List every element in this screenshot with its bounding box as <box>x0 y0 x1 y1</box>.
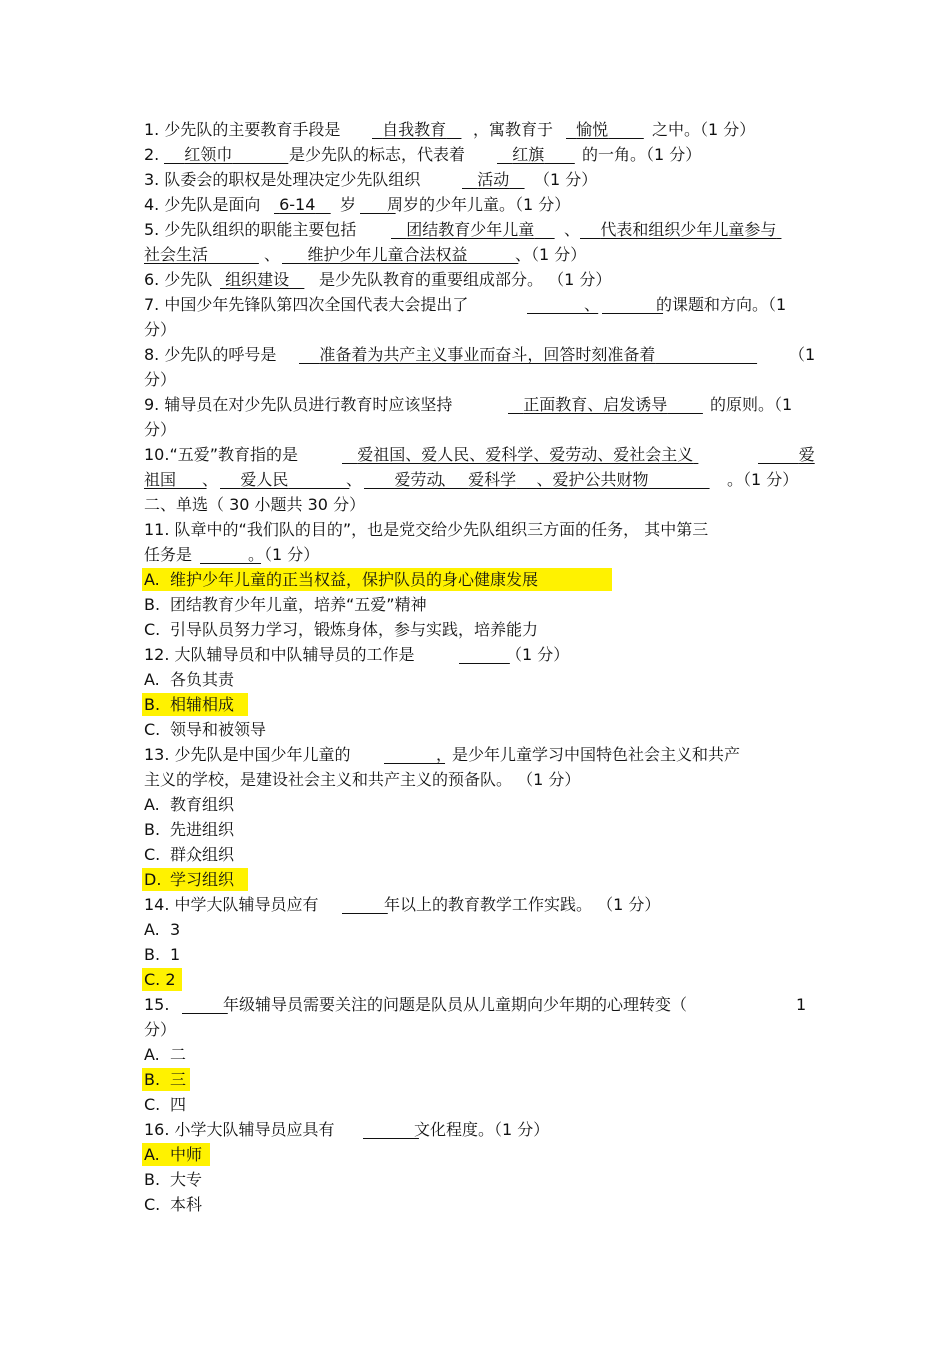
question-6: 6. 少先队 组织建设 是少先队教育的重要组成部分。 （1 分） <box>144 267 810 292</box>
answer-blank: 准备着为共产主义事业而奋斗，回答时刻准备着 <box>319 345 656 364</box>
question-10-cont: 祖国 、 爱人民 、 爱劳动 、 爱科学 、爱护公共财物 。（1 分） <box>144 467 810 492</box>
answer-blank: 团结教育少年儿童 <box>406 220 535 239</box>
option-a[interactable]: A. 二 <box>144 1045 187 1064</box>
question-12: 12. 大队辅导员和中队辅导员的工作是 （1 分） <box>144 642 810 667</box>
option-c[interactable]: C. 引导队员努力学习，锻炼身体，参与实践，培养能力 <box>144 620 539 639</box>
option-b[interactable]: B. 大专 <box>144 1170 203 1189</box>
question-13-cont: 主义的学校，是建设社会主义和共产主义的预备队。 （1 分） <box>144 770 581 789</box>
answer-blank <box>459 642 510 667</box>
answer-blank: 愉悦 <box>576 120 609 139</box>
answer-blank <box>342 892 388 917</box>
option-a[interactable]: A. 教育组织 <box>144 795 235 814</box>
option-c[interactable]: C. 领导和被领导 <box>144 720 267 739</box>
option-a[interactable]: A. 维护少年儿童的正当权益，保护队员的身心健康发展 <box>144 567 810 592</box>
answer-blank: 红领巾 <box>184 145 233 164</box>
question-5-cont: 社会生活 、 维护少年儿童合法权益 、（1 分） <box>144 242 810 267</box>
answer-blank: 爱人民 <box>240 470 289 489</box>
question-10: 10.“五爱”教育指的是 爱祖国、爱人民、爱科学、爱劳动、爱社会主义 爱 <box>144 442 810 467</box>
answer-blank <box>182 992 228 1017</box>
answer-blank <box>363 1117 419 1142</box>
question-7: 7. 中国少年先锋队第四次全国代表大会提出了 、 的课题和方向。（1 <box>144 292 810 317</box>
question-15-cont: 分） <box>144 1020 177 1039</box>
option-c[interactable]: C. 本科 <box>144 1195 203 1214</box>
answer-blank: 祖国 <box>144 470 177 489</box>
question-3: 3. 队委会的职权是处理决定少先队组织 活动 （1 分） <box>144 167 810 192</box>
section-heading: 二、单选（ 30 小题共 30 分） <box>144 495 366 514</box>
question-5: 5. 少先队组织的职能主要包括 团结教育少年儿童 、 代表和组织少年儿童参与 <box>144 217 810 242</box>
question-11: 11. 队章中的“我们队的目的”，也是党交给少先队组织三方面的任务， 其中第三 <box>144 520 709 539</box>
exam-document <box>144 117 816 1217</box>
question-15: 15. 年级辅导员需要关注的问题是队员从儿童期向少年期的心理转变（ 1 <box>144 992 810 1017</box>
question-8-cont: 分） <box>144 370 177 389</box>
question-9-cont: 分） <box>144 420 177 439</box>
question-11-cont: 任务是 。（1 分） <box>144 542 810 567</box>
answer-blank: 维护少年儿童合法权益 <box>307 245 468 264</box>
answer-blank: 活动 <box>477 170 510 189</box>
option-c[interactable]: C. 群众组织 <box>144 845 235 864</box>
question-8: 8. 少先队的呼号是 准备着为共产主义事业而奋斗，回答时刻准备着 （1 <box>144 342 810 367</box>
answer-blank: 6-14 <box>279 195 316 214</box>
option-b[interactable]: B. 相辅相成 <box>144 692 810 717</box>
option-a[interactable]: A. 3 <box>144 920 181 939</box>
answer-blank: 爱 <box>798 445 815 464</box>
answer-blank: 自我教育 <box>382 120 447 139</box>
question-7-cont: 分） <box>144 320 177 339</box>
question-4: 4. 少先队是面向 6-14 岁 周岁的少年儿童。（1 分） <box>144 192 810 217</box>
option-c[interactable]: C. 四 <box>144 1095 187 1114</box>
question-1: 1. 少先队的主要教育手段是 自我教育 ，寓教育于 愉悦 之中。（1 分） <box>144 117 810 142</box>
option-c[interactable]: C. 2 <box>144 967 810 992</box>
option-b[interactable]: B. 团结教育少年儿童，培养“五爱”精神 <box>144 595 427 614</box>
answer-blank: 爱科学 、爱护公共财物 <box>468 470 649 489</box>
option-b[interactable]: B. 先进组织 <box>144 820 235 839</box>
answer-blank: 组织建设 <box>225 270 290 289</box>
option-a[interactable]: A. 中师 <box>144 1142 810 1167</box>
question-14: 14. 中学大队辅导员应有 年以上的教育教学工作实践。 （1 分） <box>144 892 810 917</box>
answer-blank: 代表和组织少年儿童参与 <box>600 220 777 239</box>
option-d[interactable]: D. 学习组织 <box>144 867 810 892</box>
answer-blank: 红旗 <box>512 145 545 164</box>
answer-blank: 爱祖国、爱人民、爱科学、爱劳动、爱社会主义 <box>357 445 694 464</box>
option-b[interactable]: B. 1 <box>144 945 181 964</box>
question-2: 2. 红领巾 是少先队的标志，代表着 红旗 的一角。（1 分） <box>144 142 810 167</box>
answer-blank: 爱劳动 <box>394 470 443 489</box>
question-9: 9. 辅导员在对少先队员进行教育时应该坚持 正面教育、启发诱导 的原则。（1 <box>144 392 810 417</box>
answer-blank <box>602 292 663 317</box>
question-13: 13. 少先队是中国少年儿童的 ，是少年儿童学习中国特色社会主义和共产 <box>144 742 810 767</box>
answer-blank: 正面教育、启发诱导 <box>523 395 668 414</box>
question-16: 16. 小学大队辅导员应具有 文化程度。（1 分） <box>144 1117 810 1142</box>
answer-blank: 社会生活 <box>144 245 209 264</box>
option-b[interactable]: B. 三 <box>144 1067 810 1092</box>
option-a[interactable]: A. 各负其责 <box>144 670 235 689</box>
